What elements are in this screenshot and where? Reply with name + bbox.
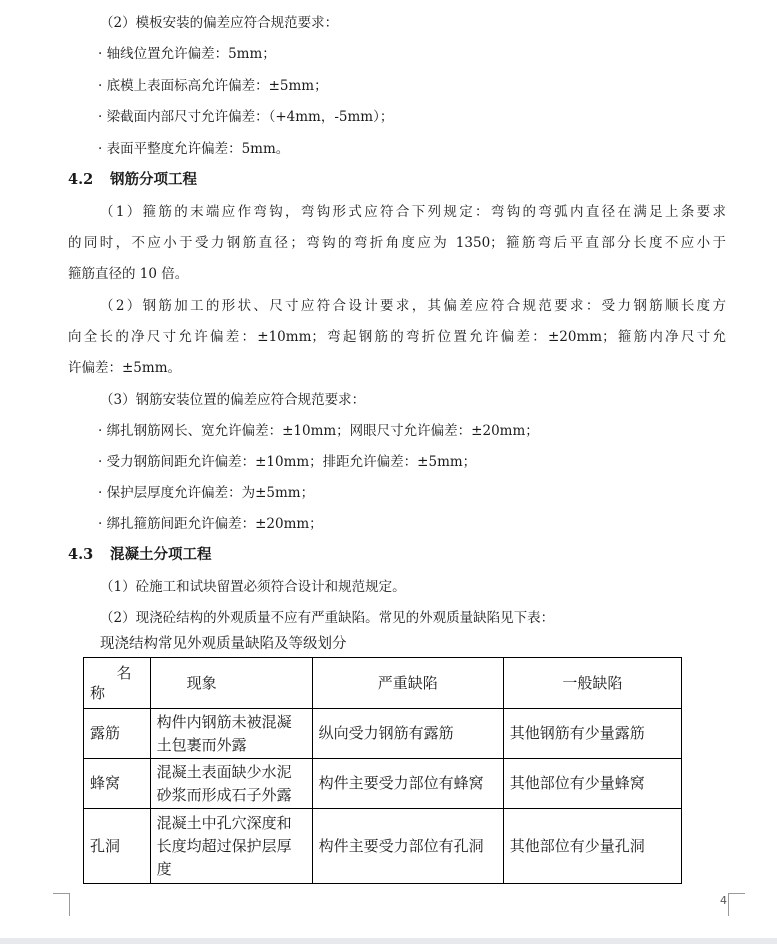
paragraph-line: 的同时，不应小于受力钢筋直径；弯钩的弯折角度应为 1350；箍筋弯后平直部分长度不应小于 xyxy=(68,235,726,251)
cell-name: 孔洞 xyxy=(84,809,151,884)
formwork-item: · 表面平整度允许偏差：5mm。 xyxy=(98,141,290,157)
cell-phenomenon: 混凝土表面缺少水泥砂浆而形成石子外露 xyxy=(150,759,312,809)
cell-serious: 构件主要受力部位有蜂窝 xyxy=(312,759,503,809)
header-serious: 严重缺陷 xyxy=(312,658,503,709)
paragraph-line: （1）箍筋的末端应作弯钩，弯钩形式应符合下列规定：弯钩的弯弧内直径在满足上条要求 xyxy=(100,204,726,220)
table-row xyxy=(84,709,682,759)
header-general: 一般缺陷 xyxy=(503,658,681,709)
cell-phenomenon: 混凝土中孔穴深度和长度均超过保护层厚度 xyxy=(150,809,312,884)
page-separator xyxy=(0,938,777,944)
rebar-item: · 受力钢筋间距允许偏差：±10mm；排距允许偏差：±5mm； xyxy=(98,454,477,470)
cell-general: 其他部位有少量蜂窝 xyxy=(503,759,681,809)
section-heading-4-2 xyxy=(68,170,777,190)
cell-general: 其他钢筋有少量露筋 xyxy=(503,709,681,759)
section-title: 混凝土分项工程 xyxy=(110,546,212,563)
paragraph-line: 箍筋直径的 10 倍。 xyxy=(68,266,189,282)
section-number: 4.3 xyxy=(68,546,94,563)
formwork-item: · 底模上表面标高允许偏差：±5mm； xyxy=(98,78,328,94)
paragraph-line: 许偏差：±5mm。 xyxy=(68,360,182,376)
paragraph-line: 向全长的净尺寸允许偏差：±10mm；弯起钢筋的弯折位置允许偏差：±20mm；箍筋内净尺寸允 xyxy=(68,329,726,345)
page-corner-mark xyxy=(728,893,745,916)
cell-serious: 构件主要受力部位有孔洞 xyxy=(312,809,503,884)
header-name xyxy=(84,658,151,709)
paragraph-line: （2）现浇砼结构的外观质量不应有严重缺陷。常见的外观质量缺陷见下表： xyxy=(100,610,555,626)
header-name-part: 称 xyxy=(90,684,106,702)
section-number: 4.2 xyxy=(68,171,94,188)
formwork-intro: （2）模板安装的偏差应符合规范要求： xyxy=(100,15,339,31)
formwork-item: · 轴线位置允许偏差：5mm； xyxy=(98,46,276,62)
section-heading-4-3 xyxy=(68,545,777,565)
paragraph-line: （1）砼施工和试块留置必须符合设计和规范规定。 xyxy=(100,579,406,595)
rebar-item: · 保护层厚度允许偏差：为±5mm； xyxy=(98,485,315,501)
defect-table xyxy=(83,657,682,884)
table-caption: 现浇结构常见外观质量缺陷及等级划分 xyxy=(100,636,347,652)
header-phenomenon: 现象 xyxy=(150,658,312,709)
paragraph-line: （2）钢筋加工的形状、尺寸应符合设计要求，其偏差应符合规范要求：受力钢筋顺长度方 xyxy=(100,298,726,314)
page-number: 4 xyxy=(720,894,727,907)
table-row xyxy=(84,809,682,884)
rebar-item: · 绑扎钢筋网长、宽允许偏差：±10mm；网眼尺寸允许偏差：±20mm； xyxy=(98,423,539,439)
header-name-part: 名 xyxy=(116,664,132,682)
cell-serious: 纵向受力钢筋有露筋 xyxy=(312,709,503,759)
cell-name: 露筋 xyxy=(84,709,151,759)
table-header-row xyxy=(84,658,682,709)
page-corner-mark xyxy=(53,893,70,916)
table-row xyxy=(84,759,682,809)
formwork-item: · 梁截面内部尺寸允许偏差：（+4mm，-5mm）； xyxy=(98,109,394,125)
cell-general: 其他部位有少量孔洞 xyxy=(503,809,681,884)
section-title: 钢筋分项工程 xyxy=(110,171,197,188)
cell-phenomenon: 构件内钢筋未被混凝土包裹而外露 xyxy=(150,709,312,759)
rebar-item: · 绑扎箍筋间距允许偏差：±20mm； xyxy=(98,516,323,532)
paragraph-line: （3）钢筋安装位置的偏差应符合规范要求： xyxy=(100,392,366,408)
cell-name: 蜂窝 xyxy=(84,759,151,809)
